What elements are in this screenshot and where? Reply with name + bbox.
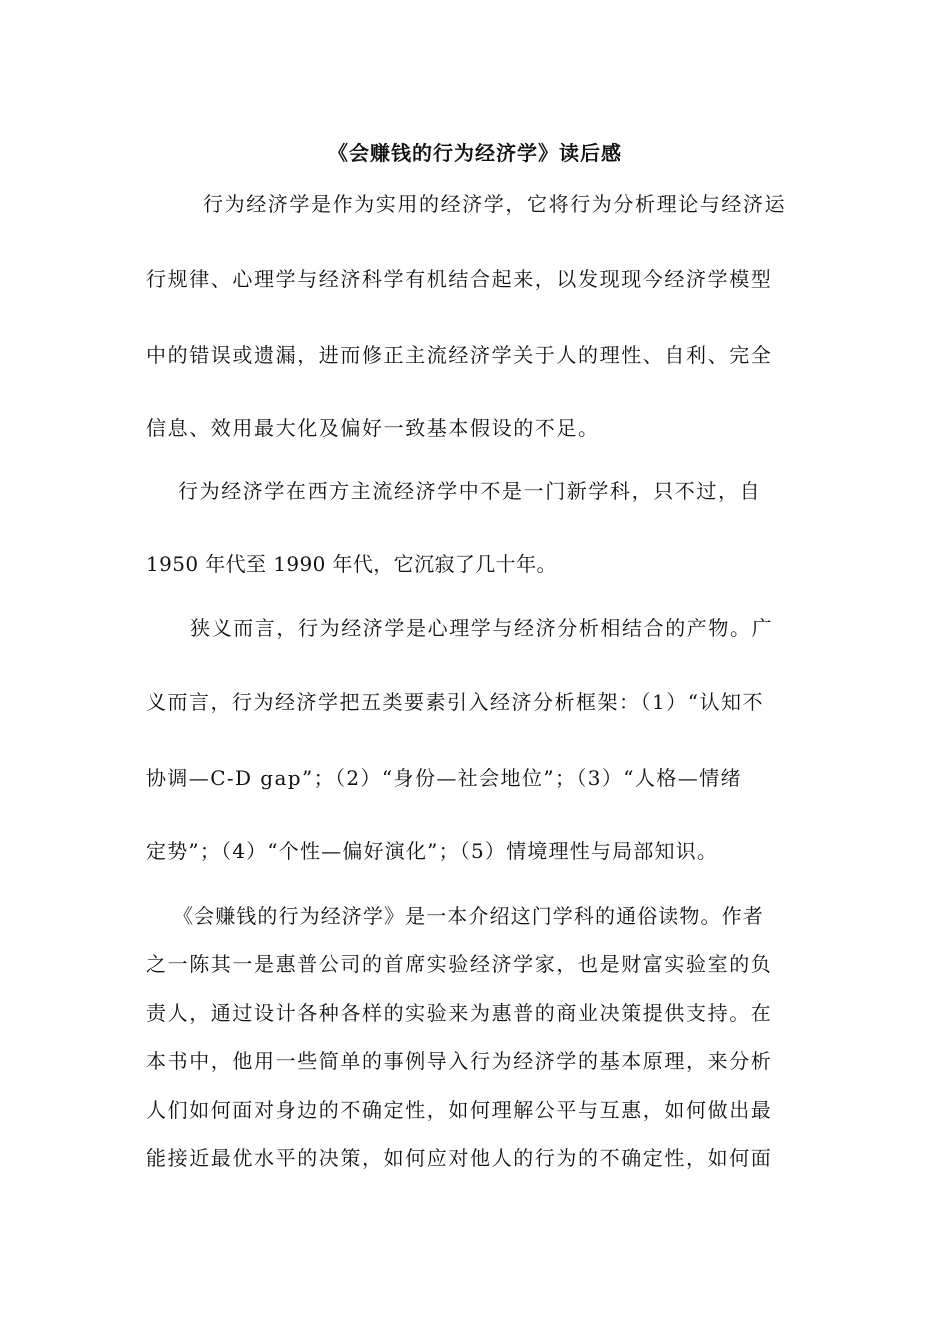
paragraph-1-line-2: 行规律、心理学与经济科学有机结合起来，以发现现今经济学模型 <box>146 267 773 291</box>
paragraph-4-line-6: 能接近最优水平的决策，如何应对他人的行为的不确定性，如何面 <box>146 1146 773 1170</box>
paragraph-1-line-3: 中的错误或遗漏，进而修正主流经济学关于人的理性、自利、完全 <box>146 343 773 367</box>
paragraph-4-line-2: 之一陈其一是惠普公司的首席实验经济学家，也是财富实验室的负 <box>146 952 773 976</box>
paragraph-2-line-1: 行为经济学在西方主流经济学中不是一门新学科，只不过，自 <box>178 479 762 503</box>
paragraph-3-line-1: 狭义而言，行为经济学是心理学与经济分析相结合的产物。广 <box>190 616 774 640</box>
paragraph-4-line-1: 《会赚钱的行为经济学》是一本介绍这门学科的通俗读物。作者 <box>173 904 764 928</box>
paragraph-4-line-5: 人们如何面对身边的不确定性，如何理解公平与互惠，如何做出最 <box>146 1098 773 1122</box>
paragraph-1-line-1: 行为经济学是作为实用的经济学，它将行为分析理论与经济运 <box>203 192 787 216</box>
paragraph-4-line-3: 责人，通过设计各种各样的实验来为惠普的商业决策提供支持。在 <box>146 1001 773 1025</box>
paragraph-1-line-4: 信息、效用最大化及偏好一致基本假设的不足。 <box>146 416 600 440</box>
paragraph-3-line-2: 义而言，行为经济学把五类要素引入经济分析框架：（1）“认知不 <box>146 690 764 714</box>
paragraph-3-line-3: 协调—C-D gap”；（2）“身份—社会地位”；（3）“人格—情绪 <box>146 766 742 790</box>
paragraph-4-line-4: 本书中，他用一些简单的事例导入行为经济学的基本原理，来分析 <box>146 1049 773 1073</box>
paragraph-2-line-2: 1950 年代至 1990 年代，它沉寂了几十年。 <box>146 552 557 576</box>
paragraph-3-line-4: 定势”；（4）“个性—偏好演化”；（5）情境理性与局部知识。 <box>146 839 719 863</box>
document-title: 《会赚钱的行为经济学》读后感 <box>328 141 622 165</box>
